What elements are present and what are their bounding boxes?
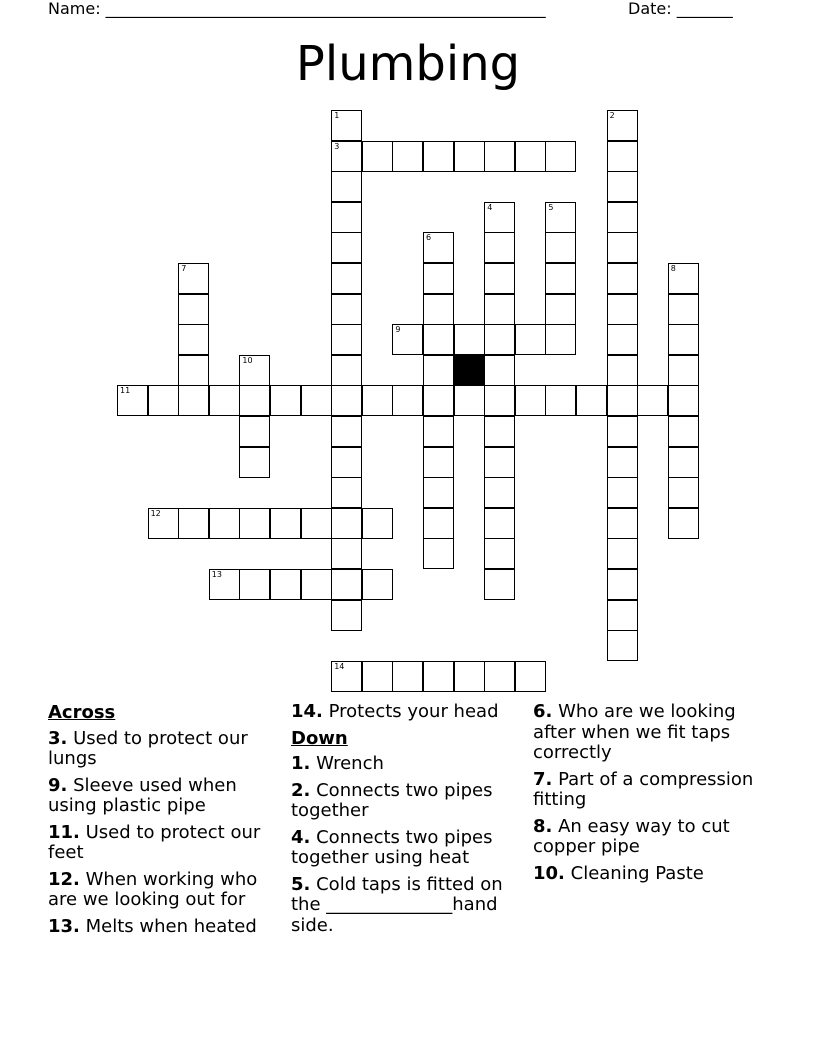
grid-cell[interactable]: [515, 324, 546, 355]
grid-cell[interactable]: [668, 355, 699, 386]
across-heading: Across: [48, 702, 116, 723]
grid-cell[interactable]: [607, 324, 638, 355]
grid-cell[interactable]: [209, 385, 240, 416]
clues-column-1: [48, 702, 283, 943]
clue-across-12: 12. When working who are we looking out for: [48, 868, 258, 910]
grid-cell[interactable]: [454, 141, 485, 172]
grid-cell[interactable]: [301, 385, 332, 416]
cell-number: 4: [487, 202, 493, 212]
grid-cell[interactable]: [331, 202, 362, 233]
grid-cell[interactable]: [209, 569, 240, 600]
grid-cell[interactable]: [178, 263, 209, 294]
clue-down-10: 10. Cleaning Paste: [533, 862, 704, 884]
grid-cell[interactable]: [362, 141, 393, 172]
grid-cell[interactable]: [331, 263, 362, 294]
clue-down-8: 8. An easy way to cut copper pipe: [533, 815, 730, 857]
grid-cell[interactable]: [668, 324, 699, 355]
name-field: Name: _______________________________________________________: [48, 0, 546, 18]
grid-cell[interactable]: [331, 600, 362, 631]
grid-cell[interactable]: [209, 508, 240, 539]
grid-cell[interactable]: [545, 263, 576, 294]
cell-number: 8: [670, 264, 676, 273]
grid-cell[interactable]: [362, 569, 393, 600]
grid-cell[interactable]: [178, 294, 209, 325]
grid-cell[interactable]: [607, 263, 638, 294]
grid-cell[interactable]: [301, 508, 332, 539]
grid-cell[interactable]: [607, 538, 638, 569]
cell-number: 14: [334, 661, 345, 671]
grid-cell[interactable]: [607, 171, 638, 202]
grid-cell[interactable]: [362, 385, 393, 416]
grid-cell[interactable]: [668, 385, 699, 416]
grid-cell[interactable]: [331, 171, 362, 202]
grid-cell[interactable]: [607, 569, 638, 600]
grid-cell[interactable]: [454, 324, 485, 355]
cell-number: 6: [426, 233, 432, 243]
grid-cell[interactable]: [607, 294, 638, 325]
clues-column-2: [291, 702, 526, 942]
grid-cell[interactable]: [362, 508, 393, 539]
grid-cell[interactable]: [392, 385, 423, 416]
grid-cell[interactable]: [239, 508, 270, 539]
grid-cell[interactable]: [331, 569, 362, 600]
grid-cell[interactable]: [668, 508, 699, 539]
grid-cell[interactable]: [607, 110, 638, 141]
grid-cell[interactable]: [668, 477, 699, 508]
grid-cell[interactable]: [484, 355, 515, 386]
clue-across-14: 14. Protects your head: [291, 701, 499, 722]
grid-cell[interactable]: [392, 141, 423, 172]
grid-cell[interactable]: [331, 324, 362, 355]
grid-cell[interactable]: [362, 661, 393, 692]
grid-cell[interactable]: [545, 324, 576, 355]
grid-cell[interactable]: [545, 202, 576, 233]
grid-cell[interactable]: [239, 569, 270, 600]
clue-down-4: 4. Connects two pipes together using heat: [291, 826, 493, 868]
clue-down-1: 1. Wrench: [291, 753, 384, 774]
grid-cell[interactable]: [668, 263, 699, 294]
cell-number: 1: [334, 111, 340, 120]
grid-cell[interactable]: [178, 508, 209, 539]
grid-cell[interactable]: [148, 508, 179, 539]
grid-cell[interactable]: [331, 385, 362, 416]
grid-cell[interactable]: [637, 385, 668, 416]
grid-cell[interactable]: [515, 385, 546, 416]
grid-cell[interactable]: [331, 294, 362, 325]
grid-cell[interactable]: [607, 508, 638, 539]
grid-cell[interactable]: [331, 508, 362, 539]
grid-cell[interactable]: [423, 661, 454, 692]
grid-cell[interactable]: [545, 294, 576, 325]
grid-cell[interactable]: [515, 141, 546, 172]
cell-number: 5: [548, 202, 554, 212]
cell-number: 10: [242, 355, 253, 365]
cell-number: 9: [395, 325, 401, 335]
grid-cell[interactable]: [423, 232, 454, 263]
cell-number: 11: [120, 386, 131, 396]
clues-column-3: [533, 702, 768, 890]
cell-number: 2: [609, 111, 615, 120]
grid-cell[interactable]: [607, 416, 638, 447]
grid-cell[interactable]: [607, 232, 638, 263]
grid-cell[interactable]: [484, 447, 515, 478]
grid-cell[interactable]: [607, 355, 638, 386]
grid-cell[interactable]: [423, 477, 454, 508]
grid-cell[interactable]: [484, 202, 515, 233]
grid-cell[interactable]: [270, 508, 301, 539]
grid-cell[interactable]: [668, 294, 699, 325]
grid-cell[interactable]: [423, 324, 454, 355]
clue-across-9: 9. Sleeve used when using plastic pipe: [48, 774, 237, 816]
grid-cell[interactable]: [178, 355, 209, 386]
grid-cell[interactable]: [331, 416, 362, 447]
clue-down-6: 6. Who are we looking after when we fit taps correctly: [533, 701, 736, 763]
grid-cell[interactable]: [331, 661, 362, 692]
grid-cell[interactable]: [607, 385, 638, 416]
grid-cell[interactable]: [270, 385, 301, 416]
clue-down-5: 5. Cold taps is fitted on the ______________hand side.: [291, 873, 503, 936]
grid-cell[interactable]: [331, 447, 362, 478]
grid-cell[interactable]: [454, 661, 485, 692]
grid-cell[interactable]: [545, 385, 576, 416]
grid-cell[interactable]: [117, 385, 148, 416]
grid-cell[interactable]: [331, 355, 362, 386]
cell-number: 7: [181, 264, 187, 273]
cell-number: 13: [211, 570, 222, 579]
grid-cell[interactable]: [484, 141, 515, 172]
grid-cell[interactable]: [178, 385, 209, 416]
grid-cell[interactable]: [484, 416, 515, 447]
grid-cell[interactable]: [484, 661, 515, 692]
down-heading: Down: [291, 727, 348, 749]
grid-cell[interactable]: [454, 385, 485, 416]
grid-cell[interactable]: [423, 447, 454, 478]
grid-cell[interactable]: [607, 141, 638, 172]
grid-cell[interactable]: [331, 110, 362, 141]
grid-cell[interactable]: [423, 263, 454, 294]
grid-cell[interactable]: [423, 508, 454, 539]
grid-cell[interactable]: [668, 447, 699, 478]
grid-cell[interactable]: [239, 416, 270, 447]
grid-cell[interactable]: [545, 232, 576, 263]
grid-cell[interactable]: [392, 661, 423, 692]
grid-black-cell: [454, 355, 485, 386]
grid-cell[interactable]: [270, 569, 301, 600]
grid-cell[interactable]: [576, 385, 607, 416]
grid-cell[interactable]: [515, 661, 546, 692]
grid-cell[interactable]: [331, 477, 362, 508]
grid-cell[interactable]: [607, 202, 638, 233]
grid-cell[interactable]: [484, 508, 515, 539]
grid-cell[interactable]: [423, 141, 454, 172]
grid-cell[interactable]: [331, 538, 362, 569]
grid-cell[interactable]: [607, 477, 638, 508]
grid-cell[interactable]: [484, 263, 515, 294]
grid-cell[interactable]: [607, 447, 638, 478]
grid-cell[interactable]: [331, 232, 362, 263]
grid-cell[interactable]: [423, 538, 454, 569]
grid-cell[interactable]: [607, 630, 638, 661]
grid-cell[interactable]: [545, 141, 576, 172]
grid-cell[interactable]: [484, 385, 515, 416]
grid-cell[interactable]: [423, 416, 454, 447]
grid-cell[interactable]: [239, 385, 270, 416]
date-field: Date: _______: [628, 0, 733, 18]
grid-cell[interactable]: [423, 355, 454, 386]
grid-cell[interactable]: [392, 324, 423, 355]
grid-cell[interactable]: [239, 355, 270, 386]
grid-cell[interactable]: [423, 294, 454, 325]
page-title: Plumbing: [295, 36, 521, 92]
grid-cell[interactable]: [423, 385, 454, 416]
clue-across-13: 13. Melts when heated: [48, 915, 257, 937]
grid-cell[interactable]: [484, 294, 515, 325]
grid-cell[interactable]: [148, 385, 179, 416]
grid-cell[interactable]: [239, 447, 270, 478]
grid-cell[interactable]: [178, 324, 209, 355]
grid-cell[interactable]: [484, 477, 515, 508]
cell-number: 3: [334, 141, 340, 151]
cell-number: 12: [150, 508, 161, 518]
grid-cell[interactable]: [668, 416, 699, 447]
clue-across-11: 11. Used to protect our feet: [48, 821, 261, 863]
grid-cell[interactable]: [484, 232, 515, 263]
grid-cell[interactable]: [331, 141, 362, 172]
grid-cell[interactable]: [607, 600, 638, 631]
clue-down-7: 7. Part of a compression fitting: [533, 768, 754, 810]
grid-cell[interactable]: [301, 569, 332, 600]
grid-cell[interactable]: [484, 324, 515, 355]
grid-cell[interactable]: [484, 538, 515, 569]
clue-down-2: 2. Connects two pipes together: [291, 779, 493, 821]
clue-across-3: 3. Used to protect our lungs: [48, 727, 248, 769]
grid-cell[interactable]: [484, 569, 515, 600]
